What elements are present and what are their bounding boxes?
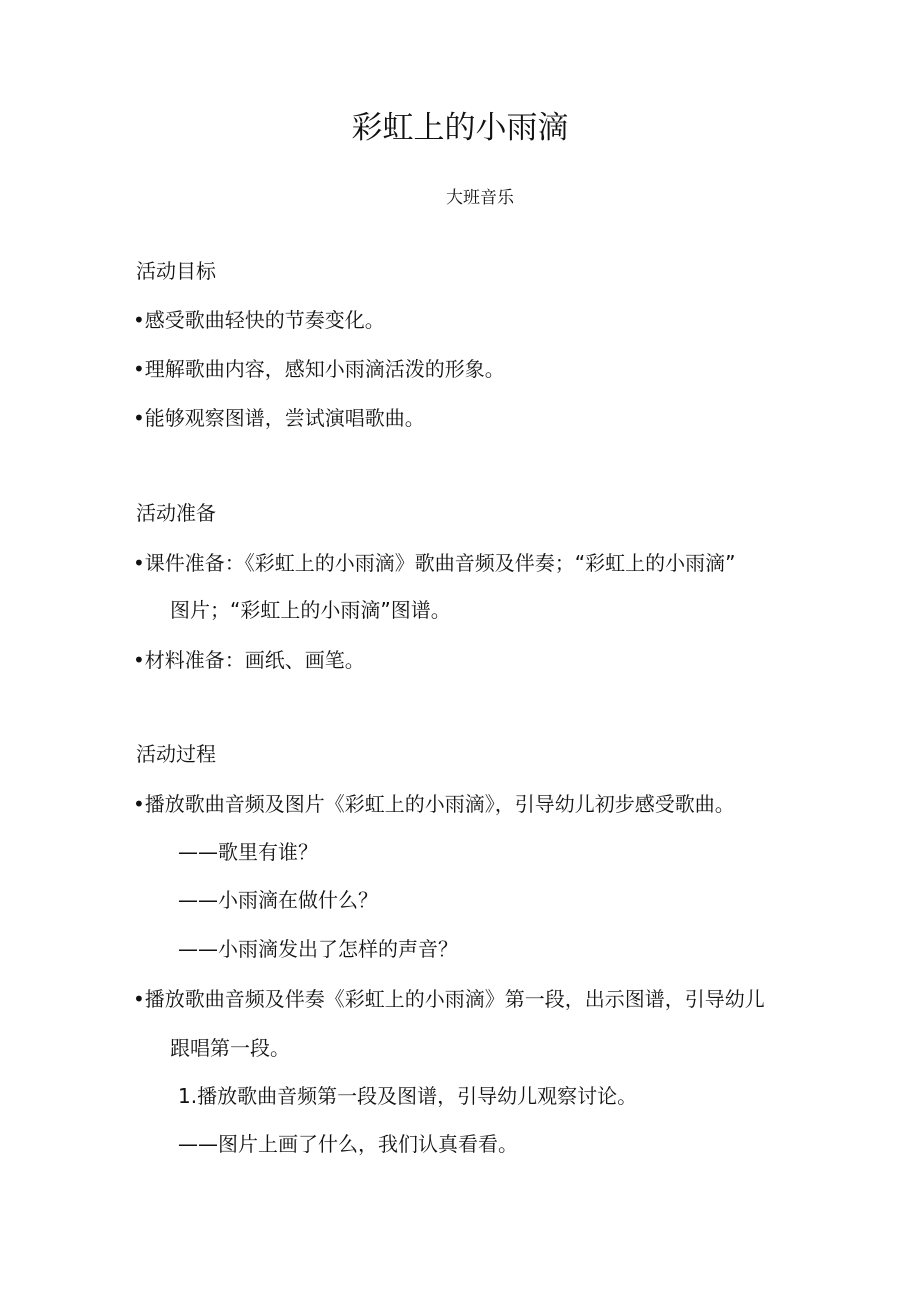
goal-item: •感受歌曲轻快的节奏变化。: [133, 308, 385, 332]
process-question: ——小雨滴在做什么？: [178, 888, 378, 912]
process-item: •播放歌曲音频及图片《彩虹上的小雨滴》，引导幼儿初步感受歌曲。: [133, 792, 735, 816]
process-question: ——小雨滴发出了怎样的声音？: [178, 937, 458, 961]
goal-item: •理解歌曲内容，感知小雨滴活泼的形象。: [133, 357, 505, 381]
process-question: ——图片上画了什么，我们认真看看。: [178, 1132, 518, 1156]
process-question: ——歌里有谁？: [178, 840, 318, 864]
preparation-item: •课件准备：《彩虹上的小雨滴》歌曲音频及伴奏；“彩虹上的小雨滴”: [133, 551, 736, 575]
section-heading-process: 活动过程: [136, 742, 216, 766]
preparation-item-continuation: 图片；“彩虹上的小雨滴”图谱。: [170, 598, 451, 622]
preparation-item: •材料准备：画纸、画笔。: [133, 648, 365, 672]
process-item-continuation: 跟唱第一段。: [170, 1036, 290, 1060]
goal-item: •能够观察图谱，尝试演唱歌曲。: [133, 406, 425, 430]
document-subtitle: 大班音乐: [446, 188, 514, 208]
section-heading-goals: 活动目标: [136, 259, 216, 283]
section-heading-preparation: 活动准备: [136, 501, 216, 525]
document-title: 彩虹上的小雨滴: [351, 110, 569, 146]
process-item: •播放歌曲音频及伴奏《彩虹上的小雨滴》第一段，出示图谱，引导幼儿: [133, 987, 765, 1011]
process-step: 1.播放歌曲音频第一段及图谱，引导幼儿观察讨论。: [178, 1084, 638, 1108]
